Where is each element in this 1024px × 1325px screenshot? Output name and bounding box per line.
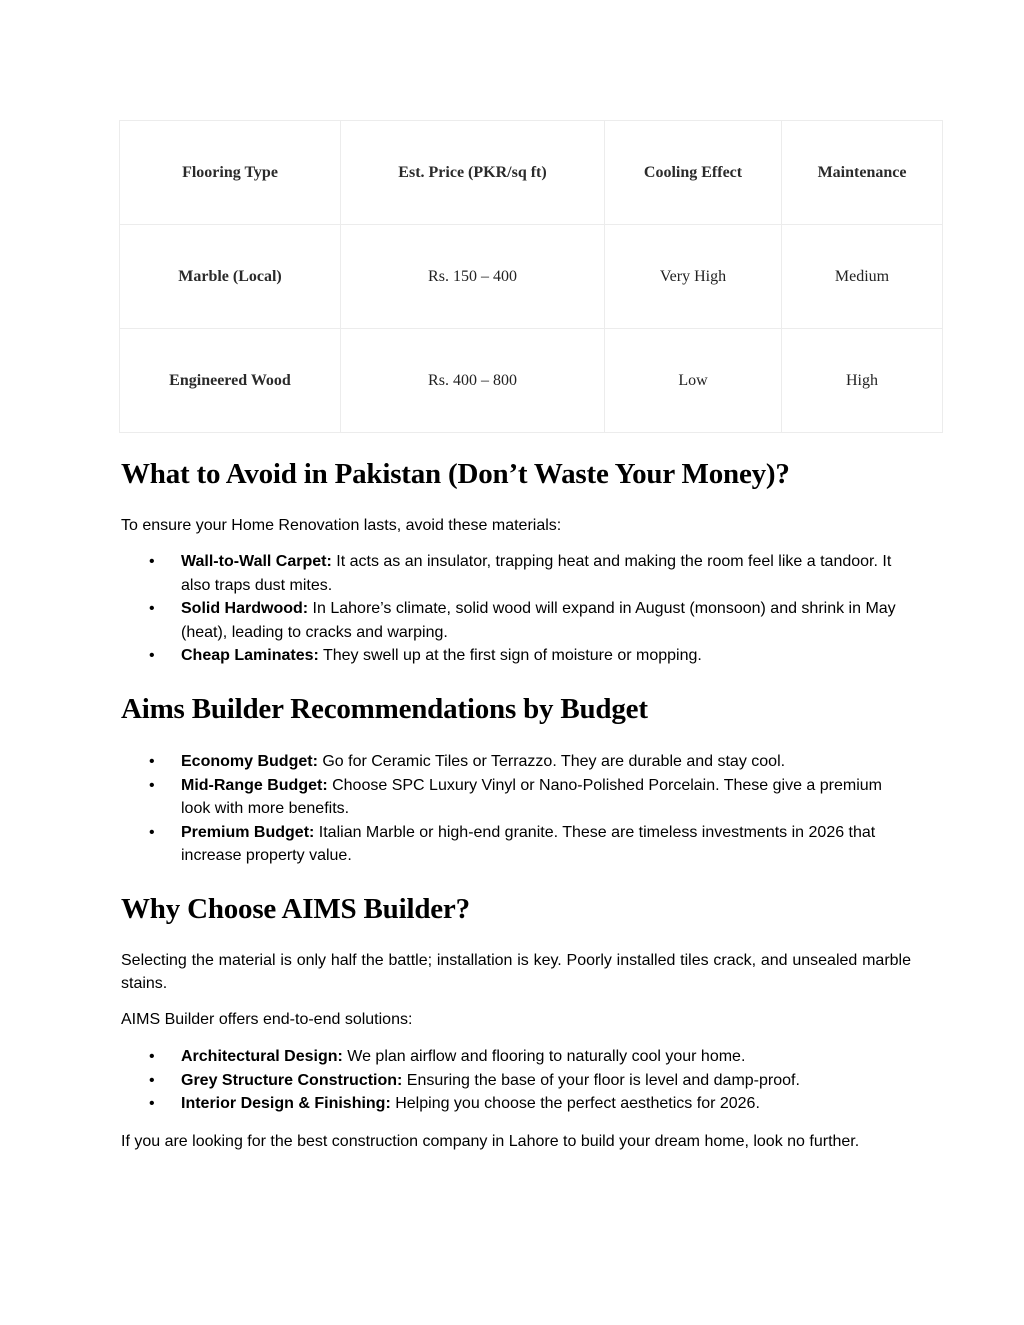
recommendations-list bbox=[121, 750, 911, 868]
cell-cooling: Low bbox=[605, 329, 782, 433]
cell-price: Rs. 150 – 400 bbox=[341, 225, 605, 329]
item-text: Helping you choose the perfect aesthetics for 2026. bbox=[390, 1095, 760, 1112]
item-label: Premium Budget: bbox=[181, 823, 315, 841]
item-text: Go for Ceramic Tiles or Terrazzo. They are durable and stay cool. bbox=[317, 753, 786, 770]
item-label: Cheap Laminates: bbox=[181, 647, 319, 664]
list-item bbox=[121, 1045, 911, 1069]
bullet-icon: • bbox=[149, 776, 155, 794]
list-item bbox=[121, 644, 911, 668]
bullet-icon: • bbox=[149, 1048, 155, 1065]
item-text: Ensuring the base of your floor is level and damp-proof. bbox=[402, 1071, 800, 1089]
bullet-icon: • bbox=[149, 1071, 155, 1089]
bullet-icon: • bbox=[149, 753, 155, 770]
item-label: Grey Structure Construction: bbox=[181, 1071, 403, 1089]
list-item bbox=[121, 821, 911, 868]
item-label: Architectural Design: bbox=[181, 1048, 343, 1065]
bullet-icon: • bbox=[149, 647, 155, 664]
avoid-heading: What to Avoid in Pakistan (Don’t Waste Your Money)? bbox=[121, 458, 790, 490]
cell-maintenance: High bbox=[782, 329, 943, 433]
header-cooling-effect: Cooling Effect bbox=[605, 121, 782, 225]
list-item bbox=[121, 597, 911, 644]
cell-price: Rs. 400 – 800 bbox=[341, 329, 605, 433]
item-label: Economy Budget: bbox=[181, 753, 318, 770]
cell-flooring-type: Engineered Wood bbox=[120, 329, 341, 433]
item-text: Italian Marble or high-end granite. These are timeless investments in 2026 that increase property value. bbox=[181, 823, 876, 864]
table-row bbox=[120, 225, 943, 329]
why-list bbox=[121, 1045, 911, 1116]
table-header-row bbox=[120, 121, 943, 225]
bullet-icon: • bbox=[149, 600, 155, 617]
item-label: Solid Hardwood: bbox=[181, 600, 309, 617]
item-text: It acts as an insulator, trapping heat and making the room feel like a tandoor. It also traps dust mites. bbox=[181, 553, 892, 594]
header-maintenance: Maintenance bbox=[782, 121, 943, 225]
cell-cooling: Very High bbox=[605, 225, 782, 329]
recommendations-heading: Aims Builder Recommendations by Budget bbox=[121, 693, 648, 725]
item-text: In Lahore’s climate, solid wood will expand in August (monsoon) and shrink in May (heat), leading to cracks and warping. bbox=[181, 600, 896, 641]
why-paragraph-2: AIMS Builder offers end-to-end solutions: bbox=[121, 1011, 413, 1028]
avoid-list bbox=[121, 550, 911, 668]
avoid-intro: To ensure your Home Renovation lasts, avoid these materials: bbox=[121, 517, 562, 534]
item-text: Choose SPC Luxury Vinyl or Nano-Polished Porcelain. These give a premium look with more benefits. bbox=[181, 776, 883, 817]
cell-maintenance: Medium bbox=[782, 225, 943, 329]
list-item bbox=[121, 550, 911, 597]
why-heading: Why Choose AIMS Builder? bbox=[121, 893, 470, 925]
table-row bbox=[120, 329, 943, 433]
why-paragraph-1: Selecting the material is only half the battle; installation is key. Poorly installed tiles crack, and unsealed marble stains. bbox=[121, 952, 911, 992]
item-label: Interior Design & Finishing: bbox=[181, 1095, 391, 1112]
list-item bbox=[121, 750, 911, 774]
list-item bbox=[121, 774, 911, 821]
header-est-price: Est. Price (PKR/sq ft) bbox=[341, 121, 605, 225]
list-item bbox=[121, 1092, 911, 1116]
bullet-icon: • bbox=[149, 553, 155, 570]
closing-paragraph: If you are looking for the best construction company in Lahore to build your dream home, look no further. bbox=[121, 1133, 860, 1150]
flooring-comparison-table bbox=[119, 120, 943, 433]
cell-flooring-type: Marble (Local) bbox=[120, 225, 341, 329]
list-item bbox=[121, 1069, 911, 1093]
item-text: We plan airflow and flooring to naturally cool your home. bbox=[342, 1048, 746, 1065]
item-label: Mid-Range Budget: bbox=[181, 776, 328, 794]
header-flooring-type: Flooring Type bbox=[120, 121, 341, 225]
bullet-icon: • bbox=[149, 1095, 155, 1112]
item-text: They swell up at the first sign of moisture or mopping. bbox=[318, 647, 702, 664]
item-label: Wall-to-Wall Carpet: bbox=[181, 553, 332, 570]
bullet-icon: • bbox=[149, 823, 155, 841]
